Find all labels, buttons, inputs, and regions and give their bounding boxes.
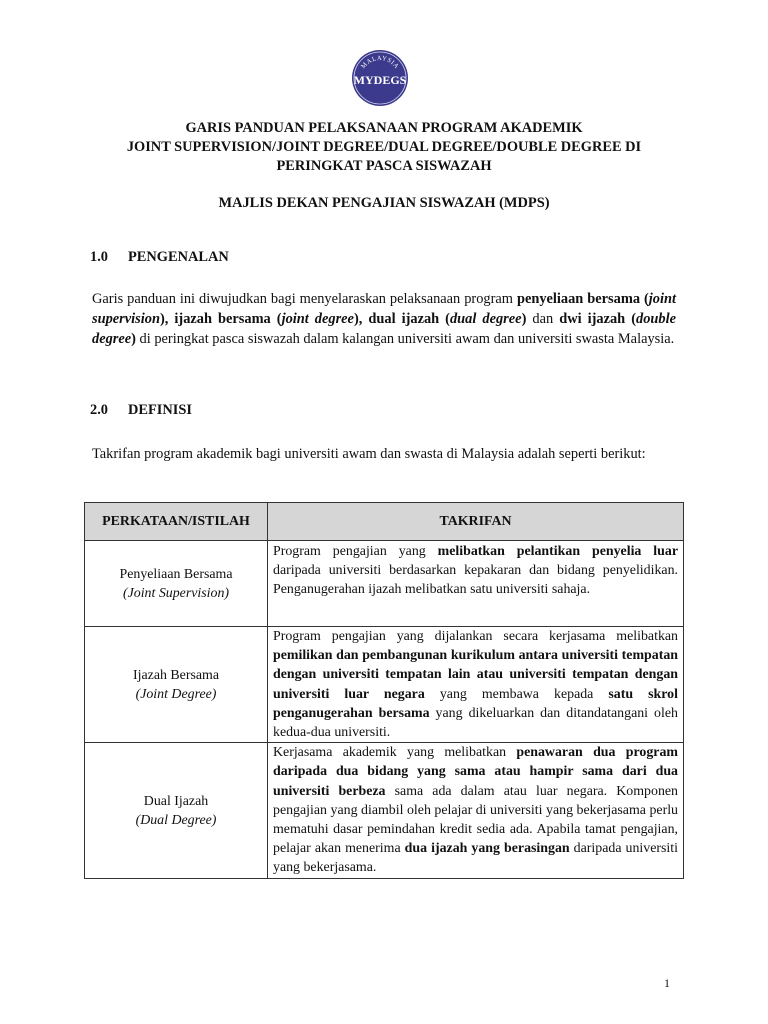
term-name: Penyeliaan Bersama	[119, 566, 233, 582]
desc-text: Kerjasama akademik yang melibatkan	[273, 745, 517, 761]
table-row	[85, 541, 684, 627]
para-text: di peringkat pasca siswazah dalam kalangan universiti awam dan universiti swasta Malaysia.	[135, 331, 675, 347]
title-line-1: GARIS PANDUAN PELAKSANAAN PROGRAM AKADEMIK	[185, 120, 583, 136]
section-1-heading	[90, 249, 229, 266]
desc-text: Program pengajian yang dijalankan secara kerjasama melibatkan	[273, 629, 678, 644]
logo-arc-text: MALAYSIA	[359, 54, 401, 71]
desc-bold: penawaran dua program daripada dua bidang yang sama atau hampir sama dari dua universiti berbeza	[273, 745, 678, 799]
desc-text: daripada universiti berdasarkan kepakaran dan bidang penyelidikan. Penganugerahan ijazah melibatkan satu universiti sahaja.	[273, 563, 678, 598]
para-text: dan	[526, 311, 560, 327]
table-row	[85, 627, 684, 743]
section-2-heading	[90, 402, 192, 419]
title-line-3: PERINGKAT PASCA SISWAZAH	[276, 158, 492, 174]
para-bold-italic: joint degree	[281, 311, 354, 327]
desc-text: yang membawa kepada	[424, 686, 609, 702]
para-bold-italic: double degree	[92, 311, 676, 347]
desc-text: daripada universiti yang bekerjasama.	[273, 841, 679, 876]
definitions-table	[84, 502, 684, 879]
logo-main-text: MYDEGS	[353, 73, 407, 87]
para-bold: ), ijazah bersama (	[159, 311, 282, 327]
para-bold-italic: dual degree	[449, 311, 522, 327]
document-title	[90, 119, 678, 176]
term-cell	[85, 743, 268, 879]
definition-cell	[268, 627, 684, 743]
term-name: Ijazah Bersama	[133, 667, 219, 683]
section-2-intro: Takrifan program akademik bagi universiti awam dan swasta di Malaysia adalah seperti berikut:	[92, 446, 646, 462]
page-number: 1	[664, 976, 670, 990]
desc-text: Program pengajian yang	[273, 544, 438, 559]
term-name: Dual Ijazah	[143, 793, 209, 809]
section-2-title: DEFINISI	[128, 402, 192, 418]
header-term: PERKATAAN/ISTILAH	[85, 503, 268, 541]
mydegs-logo	[351, 49, 409, 107]
definition-cell	[268, 541, 684, 627]
table-header-row	[85, 503, 684, 541]
document-subtitle: MAJLIS DEKAN PENGAJIAN SISWAZAH (MDPS)	[218, 195, 550, 211]
header-definition: TAKRIFAN	[268, 503, 684, 541]
term-english: (Dual Degree)	[135, 812, 217, 828]
para-text: Garis panduan ini diwujudkan bagi menyelaraskan pelaksanaan program	[92, 291, 517, 307]
title-line-2: JOINT SUPERVISION/JOINT DEGREE/DUAL DEGREE/DOUBLE DEGREE DI	[126, 139, 642, 155]
desc-bold: dua ijazah yang berasingan	[404, 841, 570, 857]
para-bold: )	[131, 331, 136, 347]
desc-bold: satu skrol penganugerahan bersama	[273, 686, 678, 721]
para-bold: )	[521, 311, 527, 327]
table-row	[85, 743, 684, 879]
desc-bold: melibatkan pelantikan penyelia luar	[437, 544, 678, 559]
section-1-paragraph	[92, 289, 676, 349]
desc-bold: pemilikan dan pembangunan kurikulum antara universiti tempatan dengan universiti tempatan lain atau universiti tempatan dengan universiti luar negara	[273, 648, 678, 702]
term-english: (Joint Supervision)	[122, 585, 230, 601]
definition-cell	[268, 743, 684, 879]
term-english: (Joint Degree)	[135, 686, 217, 702]
para-bold-italic: joint supervision	[92, 291, 676, 327]
section-2-number: 2.0	[90, 402, 108, 418]
desc-text: yang dikeluarkan dan ditandatangani oleh kedua-dua universiti.	[273, 705, 678, 741]
para-bold: ), dual ijazah (	[353, 311, 450, 327]
desc-text: sama ada dalam atau luar negara. Komponen pengajian yang diambil oleh pelajar di universiti yang bekerjasama perlu mematuhi dasar pemindahan kredit sedia ada. Apabila tamat pengajian, pelajar akan menerima	[273, 783, 678, 857]
term-cell	[85, 627, 268, 743]
para-bold: dwi ijazah (	[559, 311, 636, 327]
section-1-title: PENGENALAN	[128, 249, 229, 265]
term-cell	[85, 541, 268, 627]
section-1-number: 1.0	[90, 249, 108, 265]
para-bold: penyeliaan bersama (	[516, 291, 649, 307]
